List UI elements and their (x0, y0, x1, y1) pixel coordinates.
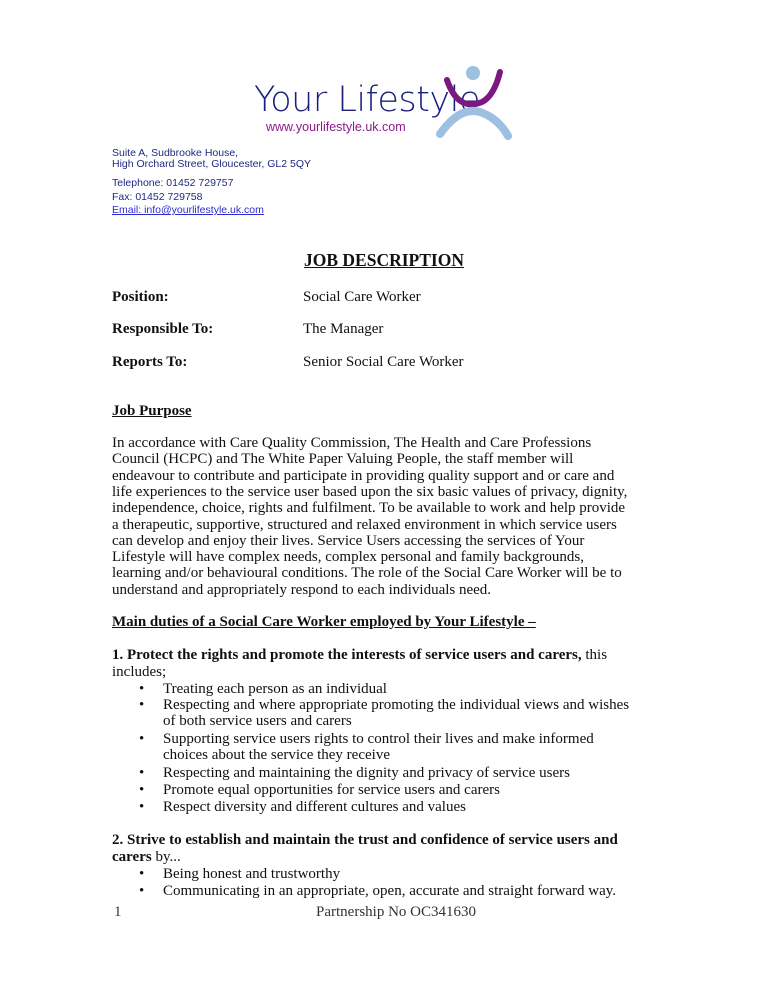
list-item: Respect diversity and different cultures and values (163, 799, 466, 815)
paragraph-line: a therapeutic, supportive, structured and relaxed environment in which service users (112, 517, 617, 533)
paragraph-line: can develop and enjoy their lives. Service Users accessing the services of Your (112, 533, 585, 549)
field-label-reports: Reports To: (112, 354, 188, 370)
footer-partnership: Partnership No OC341630 (316, 904, 476, 920)
duty-1-title-rest: this (581, 647, 608, 663)
duty-2-title-rest: by... (151, 849, 181, 865)
duty-2-title: 2. Strive to establish and maintain the trust and confidence of service users and (112, 832, 618, 848)
field-value-position: Social Care Worker (303, 289, 421, 305)
page-title: JOB DESCRIPTION (304, 250, 464, 270)
paragraph-line: endeavour to contribute and participate in providing quality support and or care and (112, 468, 615, 484)
main-duties-heading: Main duties of a Social Care Worker employed by Your Lifestyle – (112, 614, 536, 630)
bullet-icon: • (139, 731, 145, 747)
bullet-icon: • (139, 782, 145, 798)
bullet-icon: • (139, 799, 145, 815)
address-line-1: Suite A, Sudbrooke House, (112, 147, 239, 159)
duty-2-title-cont: carers (112, 849, 152, 865)
bullet-icon: • (139, 697, 145, 713)
list-item-cont: of both service users and carers (163, 713, 352, 729)
list-item: Respecting and maintaining the dignity and privacy of service users (163, 765, 570, 781)
list-item-cont: choices about the service they receive (163, 747, 390, 763)
duty-1-heading (112, 647, 607, 663)
paragraph-line: In accordance with Care Quality Commission, The Health and Care Professions (112, 435, 592, 451)
paragraph-line: Lifestyle will have complex needs, complex personal and family backgrounds, (112, 549, 584, 565)
field-label-position: Position: (112, 289, 169, 305)
paragraph-line: understand and appropriately respond to each individuals need. (112, 582, 492, 598)
bullet-icon: • (139, 681, 145, 697)
duty-1-title: 1. Protect the rights and promote the interests of service users and carers, (112, 647, 582, 663)
list-item: Respecting and where appropriate promoting the individual views and wishes (163, 697, 630, 713)
field-label-responsible: Responsible To: (112, 321, 214, 337)
address-line-2: High Orchard Street, Gloucester, GL2 5QY (112, 158, 312, 170)
job-purpose-heading: Job Purpose (112, 403, 192, 419)
logo-figure-icon (430, 60, 520, 145)
list-item: Being honest and trustworthy (163, 866, 341, 882)
field-value-responsible: The Manager (303, 321, 384, 337)
list-item: Communicating in an appropriate, open, accurate and straight forward way. (163, 883, 617, 899)
bullet-icon: • (139, 883, 145, 899)
logo-wordmark: Your Lifestyle (254, 80, 480, 120)
email-link[interactable]: Email: info@yourlifestyle.uk.com (112, 204, 264, 216)
paragraph-line: life experiences to the service user based upon the six basic values of privacy, dignity, (112, 484, 628, 500)
telephone: Telephone: 01452 729757 (112, 177, 234, 189)
list-item: Supporting service users rights to control their lives and make informed (163, 731, 594, 747)
paragraph-line: learning and/or behavioural conditions. The role of the Social Care Worker will be to (112, 565, 622, 581)
logo-url: www.yourlifestyle.uk.com (266, 120, 406, 134)
bullet-icon: • (139, 765, 145, 781)
duty-2-heading-cont (112, 849, 181, 865)
bullet-icon: • (139, 866, 145, 882)
page-number: 1 (114, 904, 122, 920)
list-item: Promote equal opportunities for service users and carers (163, 782, 500, 798)
duty-1-heading-cont: includes; (112, 664, 167, 680)
list-item: Treating each person as an individual (163, 681, 387, 697)
paragraph-line: Council (HCPC) and The White Paper Valuing People, the staff member will (112, 451, 574, 467)
fax: Fax: 01452 729758 (112, 191, 203, 203)
field-value-reports: Senior Social Care Worker (303, 354, 464, 370)
paragraph-line: independence, choice, rights and fulfilment. To be available to work and help provide (112, 500, 626, 516)
